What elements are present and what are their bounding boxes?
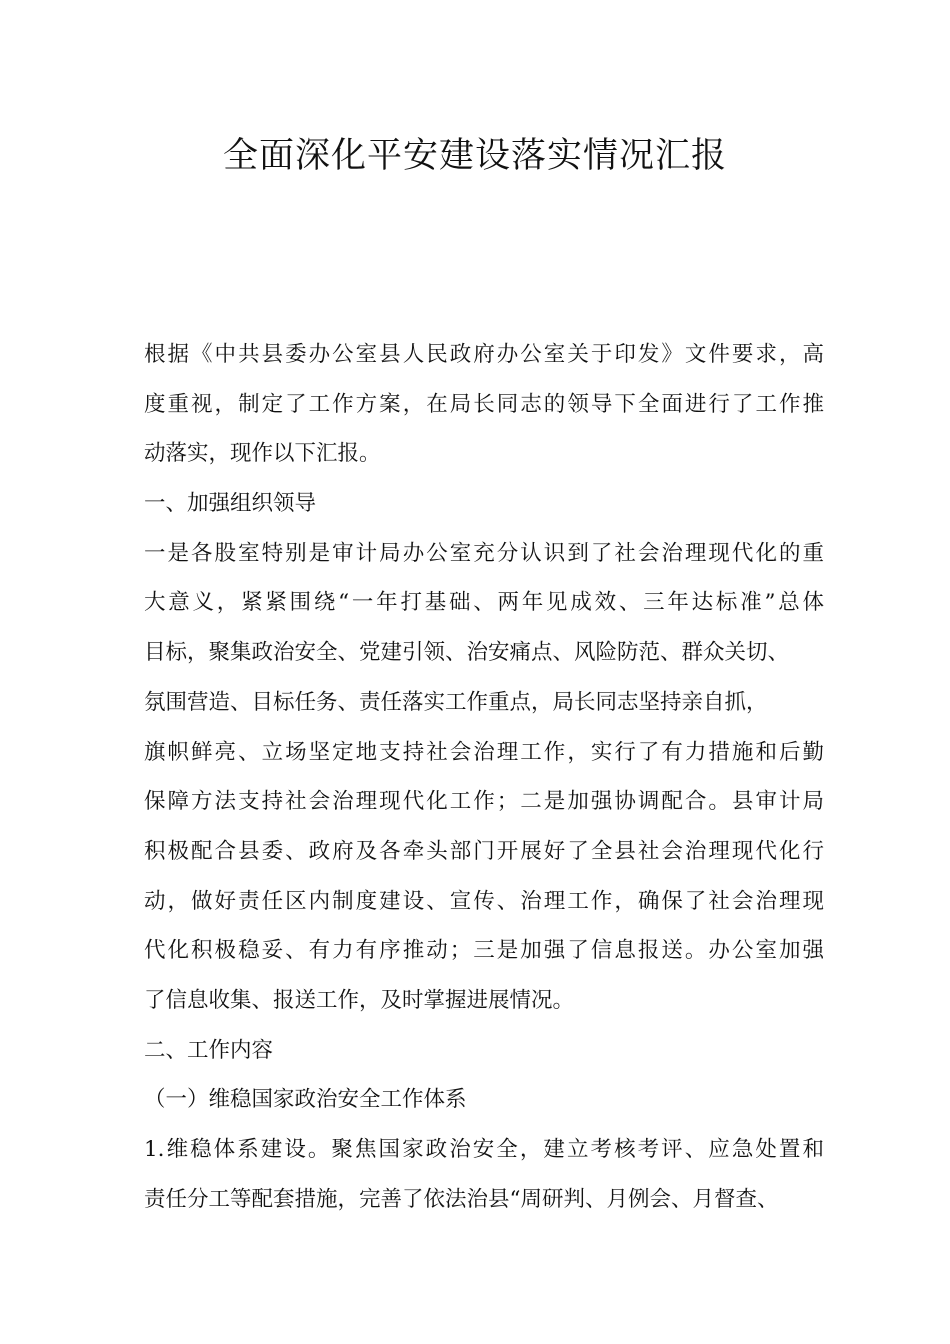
section-heading: 一、加强组织领导	[144, 491, 317, 517]
paragraph-line: 一是各股室特别是审计局办公室充分认识到了社会治理现代化的重	[144, 540, 824, 566]
paragraph-line: 保障方法支持社会治理现代化工作；二是加强协调配合。县审计局	[144, 789, 824, 815]
paragraph-line: 大意义，紧紧围绕“一年打基础、两年见成效、三年达标准”总体	[144, 590, 824, 616]
paragraph-line: 目标，聚集政治安全、党建引领、治安痛点、风险防范、群众关切、	[144, 640, 790, 666]
document-title: 全面深化平安建设落实情况汇报	[222, 136, 727, 176]
document-body	[144, 330, 824, 1224]
paragraph-line: 责任分工等配套措施，完善了依法治县“周研判、月例会、月督查、	[144, 1186, 779, 1212]
paragraph-line: 1.维稳体系建设。聚焦国家政治安全，建立考核考评、应急处置和	[144, 1137, 824, 1162]
subsection-heading: （一）维稳国家政治安全工作体系	[144, 1087, 467, 1113]
section-heading: 二、工作内容	[144, 1037, 274, 1063]
paragraph-line: 动落实，现作以下汇报。	[144, 441, 381, 467]
paragraph-line: 度重视，制定了工作方案，在局长同志的领导下全面进行了工作推	[144, 391, 824, 417]
paragraph-line: 动，做好责任区内制度建设、宣传、治理工作，确保了社会治理现	[144, 888, 824, 914]
paragraph-line: 根据《中共县委办公室县人民政府办公室关于印发》文件要求，高	[144, 342, 824, 367]
paragraph-line: 了信息收集、报送工作，及时掌握进展情况。	[144, 987, 575, 1013]
paragraph-line: 旗帜鲜亮、立场坚定地支持社会治理工作，实行了有力措施和后勤	[144, 739, 824, 765]
paragraph-line: 代化积极稳妥、有力有序推动；三是加强了信息报送。办公室加强	[144, 938, 824, 964]
paragraph-line: 氛围营造、目标任务、责任落实工作重点，局长同志坚持亲自抓，	[144, 689, 768, 715]
paragraph-line: 积极配合县委、政府及各牵头部门开展好了全县社会治理现代化行	[144, 838, 824, 864]
